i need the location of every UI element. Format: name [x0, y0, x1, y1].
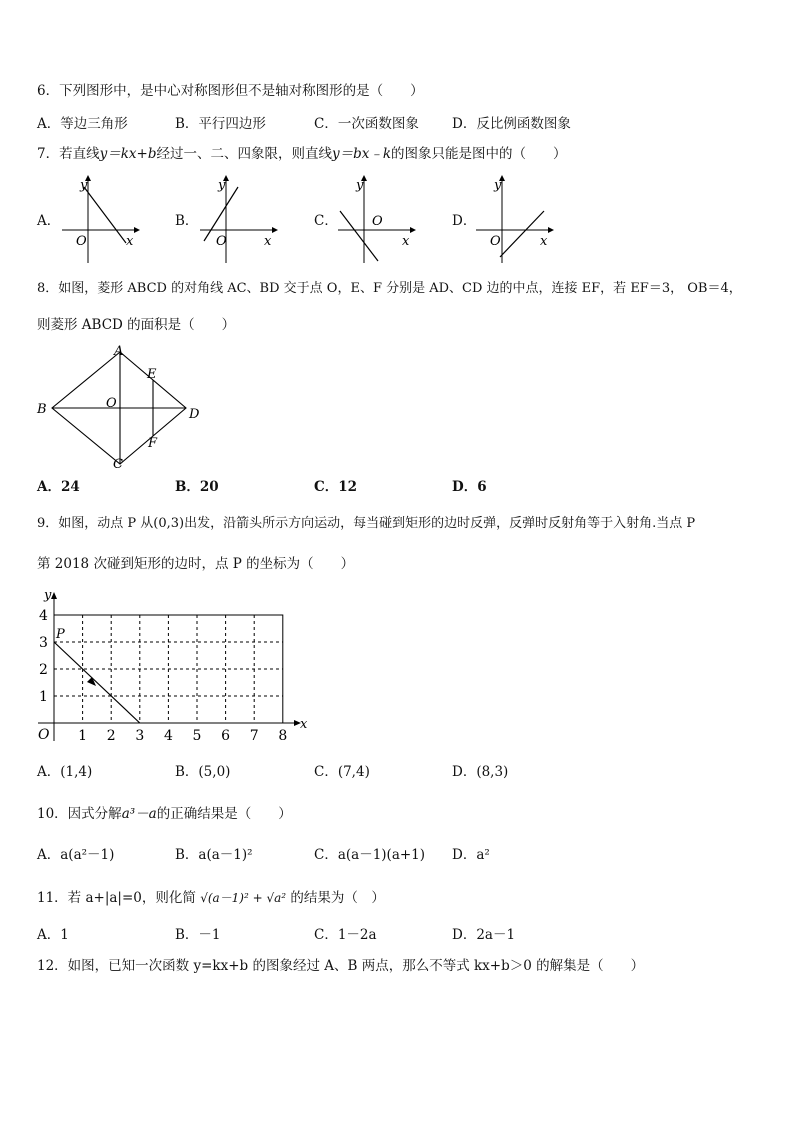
q10-option-a: A．a(a²－1) [37, 847, 115, 863]
q12-stem: 12．如图，已知一次函数 y=kx+b 的图象经过 A、B 两点，那么不等式 kx+b＞0 的解集是（ ） [37, 958, 645, 974]
q10-option-c: C．a(a－1)(a+1) [314, 847, 426, 863]
q7-b-y-label: y [218, 178, 226, 193]
q9-option-c: C．(7,4) [314, 764, 370, 780]
q7-stem-a: 7．若直线 [37, 146, 100, 162]
q9-y-axis-label: y [44, 588, 52, 603]
q9-x-axis-label: x [300, 717, 308, 732]
q11-stem [37, 889, 385, 907]
q7-expr2: y＝bx﹣k [331, 146, 392, 162]
q11-option-a: A．1 [37, 927, 69, 943]
q9-stem-line1: 9．如图，动点 P 从(0,3)出发，沿箭头所示方向运动，每当碰到矩形的边时反弹，反弹时反射角等于入射角.当点 P [37, 516, 696, 531]
q7-option-a-letter: A． [37, 213, 61, 229]
q7-stem-b: 经过一、二、四象限，则直线 [156, 146, 332, 162]
q8-stem-line1: 8．如图，菱形 ABCD 的对角线 AC、BD 交于点 O，E、F 分别是 AD、CD 边的中点，连接 EF，若 EF＝3， OB＝4， [37, 281, 742, 296]
q11-option-d: D．2a－1 [452, 927, 516, 943]
q6-option-d: D．反比例函数图象 [452, 116, 571, 132]
q7-graph-b [196, 173, 278, 265]
q7-graph-a [58, 173, 140, 265]
q9-rectangle-grid [34, 585, 314, 745]
q7-graph-d [472, 173, 554, 265]
q8-label-o: O [106, 396, 117, 411]
q7-d-y-label: y [494, 178, 502, 193]
q8-label-a: A [114, 344, 124, 359]
q8-rhombus-figure [34, 340, 214, 475]
q9-y-tick-4: 4 [39, 608, 48, 624]
q9-option-b: B．(5,0) [175, 764, 231, 780]
q7-d-x-label: x [540, 234, 548, 249]
q9-stem-line2: 第 2018 次碰到矩形的边时，点 P 的坐标为（ ） [37, 556, 355, 572]
q6-option-b: B．平行四边形 [175, 116, 266, 132]
q9-x-tick-5: 5 [192, 728, 202, 744]
q7-option-b-letter: B． [175, 213, 199, 229]
q9-x-tick-2: 2 [106, 728, 116, 744]
q8-label-d: D [189, 407, 200, 422]
q9-x-tick-8: 8 [278, 728, 288, 744]
q10-option-b: B．a(a－1)² [175, 847, 253, 863]
q10-stem [37, 805, 292, 823]
q9-option-a: A．(1,4) [37, 764, 93, 780]
q6-option-a: A．等边三角形 [37, 116, 128, 132]
q7-c-y-label: y [356, 178, 364, 193]
q9-x-tick-3: 3 [135, 728, 145, 744]
q7-stem-c: 的图象只能是图中的（ ） [391, 146, 567, 162]
q8-option-c: C．12 [314, 479, 358, 495]
q6-stem: 6．下列图形中，是中心对称图形但不是轴对称图形的是（ ） [37, 83, 424, 99]
q8-option-b: B．20 [175, 479, 219, 495]
q11-option-c: C．1－2a [314, 927, 377, 943]
q11-stem-b: 的结果为（ ） [290, 890, 385, 906]
q10-stem-b: 的正确结果是（ ） [156, 806, 292, 822]
q9-x-tick-1: 1 [78, 728, 88, 744]
q7-graph-c [334, 173, 416, 265]
q9-y-tick-2: 2 [39, 662, 48, 678]
q7-c-x-label: x [402, 234, 410, 249]
q9-option-d: D．(8,3) [452, 764, 509, 780]
q11-stem-a: 11．若 a+|a|=0，则化简 [37, 890, 196, 906]
q11-option-b: B．－1 [175, 927, 221, 943]
q7-option-d-letter: D． [452, 213, 477, 229]
q8-label-e: E [147, 367, 157, 382]
q9-x-tick-6: 6 [221, 728, 231, 744]
q7-b-x-label: x [264, 234, 272, 249]
q8-option-a: A．24 [37, 479, 80, 495]
q7-d-origin: O [490, 234, 501, 249]
q9-x-tick-7: 7 [249, 728, 259, 744]
q7-c-origin: O [372, 214, 383, 229]
q7-stem [37, 145, 567, 163]
q8-option-d: D．6 [452, 479, 487, 495]
q10-expr: a³－a [121, 806, 157, 822]
q9-y-tick-1: 1 [39, 689, 48, 705]
q9-y-tick-3: 3 [39, 635, 48, 651]
q7-expr1: y＝kx+b [99, 146, 157, 162]
q7-b-origin: O [216, 234, 227, 249]
q9-x-tick-4: 4 [163, 728, 173, 744]
q8-stem-line2: 则菱形 ABCD 的面积是（ ） [37, 317, 236, 333]
q8-label-c: C [113, 457, 123, 472]
q6-option-c: C．一次函数图象 [314, 116, 419, 132]
q7-a-y-label: y [80, 178, 88, 193]
q7-option-c-letter: C． [314, 213, 338, 229]
q8-label-b: B [37, 402, 47, 417]
q11-expr: √(a－1)² + √a² [200, 891, 287, 905]
q7-a-x-label: x [126, 234, 134, 249]
q10-stem-a: 10．因式分解 [37, 806, 122, 822]
q10-option-d: D．a² [452, 847, 490, 863]
q9-origin: O [38, 727, 50, 743]
q9-point-p: P [56, 627, 65, 642]
q8-label-f: F [148, 436, 158, 451]
q7-a-origin: O [76, 234, 87, 249]
